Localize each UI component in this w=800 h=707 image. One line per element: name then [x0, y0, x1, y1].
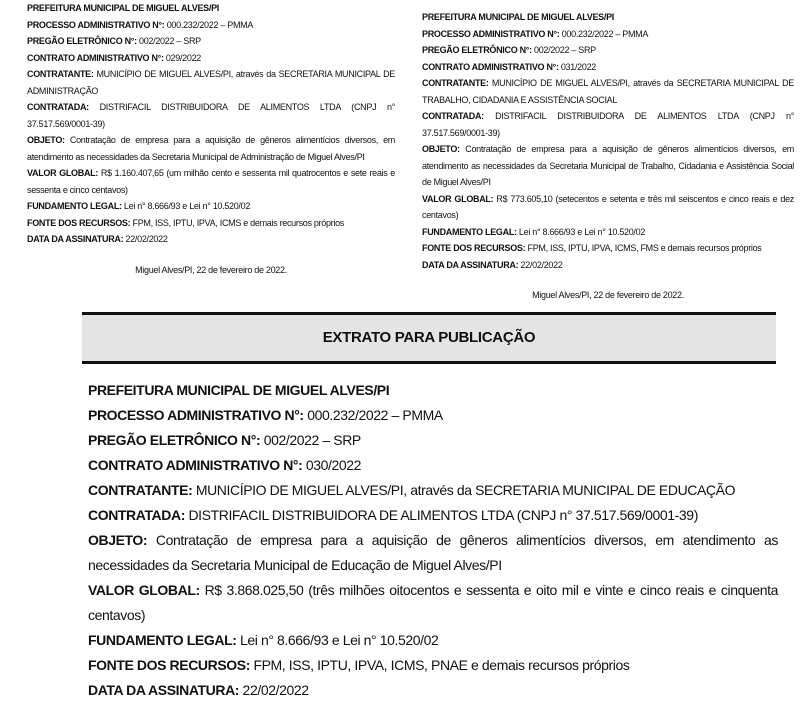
field-value: FPM, ISS, IPTU, IPVA, ICMS, FMS e demais recursos próprios [525, 243, 762, 253]
field-value: MUNICÍPIO DE MIGUEL ALVES/PI, através da SECRETARIA MUNICIPAL DE TRABALHO, CIDADANIA E ASSISTÊNCIA SOCIAL [422, 78, 794, 105]
field-label: VALOR GLOBAL: [88, 581, 200, 598]
doc-title: PREFEITURA MUNICIPAL DE MIGUEL ALVES/PI [88, 381, 390, 398]
publication-banner: EXTRATO PARA PUBLICAÇÃO [82, 312, 776, 364]
field-row [27, 17, 395, 34]
field-row [27, 132, 395, 165]
field-value: 002/2022 – SRP [260, 431, 361, 448]
field-value: 22/02/2022 [518, 259, 563, 270]
field-row [27, 99, 395, 132]
field-row [88, 628, 778, 653]
extract-contract-029 [27, 0, 395, 304]
field-value: 030/2022 [302, 456, 362, 473]
field-row [422, 240, 794, 257]
field-label: PREGÃO ELETRÔNICO N°: [88, 431, 261, 448]
field-row [88, 528, 778, 578]
field-value: 000.232/2022 – PMMA [303, 406, 443, 423]
field-row [88, 578, 778, 628]
field-value: Contratação de empresa para a aquisição de gêneros alimentícios diversos, em atendimento as necessidades da Secretaria Municipal de Educação de Miguel Alves/PI [88, 531, 778, 573]
field-row [422, 59, 794, 76]
field-value: FPM, ISS, IPTU, IPVA, ICMS, PNAE e demais recursos próprios [249, 656, 630, 673]
field-row [88, 678, 778, 703]
field-value: DISTRIFACIL DISTRIBUIDORA DE ALIMENTOS LTDA (CNPJ n° 37.517.569/0001-39) [184, 506, 698, 523]
field-label: FUNDAMENTO LEGAL: [422, 226, 517, 237]
top-extracts-row [0, 0, 800, 304]
field-row [88, 503, 778, 528]
field-label: CONTRATO ADMINISTRATIVO N°: [422, 61, 559, 72]
field-label: CONTRATADA: [27, 102, 89, 112]
field-label: FONTE DOS RECURSOS: [88, 656, 250, 673]
field-value: 002/2022 – SRP [136, 36, 201, 46]
field-label: PREGÃO ELETRÔNICO N°: [422, 45, 532, 55]
field-value: DISTRIFACIL DISTRIBUIDORA DE ALIMENTOS LTDA (CNPJ n° 37.517.569/0001-39) [422, 111, 794, 138]
field-label: CONTRATANTE: [27, 69, 94, 79]
field-value: 22/02/2022 [123, 234, 168, 244]
field-value: Contratação de empresa para a aquisição de gêneros alimentícios diversos, em atendimento as necessidades da Secretaria Municipal de Trabalho, Cidadania e Assistência Social de Miguel Alves/PI [422, 144, 794, 187]
field-row [27, 66, 395, 99]
field-row [422, 257, 794, 274]
field-label: CONTRATO ADMINISTRATIVO N°: [27, 52, 164, 63]
field-label: OBJETO: [88, 531, 148, 548]
field-value: R$ 1.160.407,65 (um milhão cento e sessenta mil quatrocentos e sete reais e sessenta e cinco centavos) [27, 168, 395, 195]
field-row [88, 453, 778, 478]
field-label: VALOR GLOBAL: [422, 193, 494, 204]
field-label: VALOR GLOBAL: [27, 168, 99, 178]
field-value: 029/2022 [163, 52, 201, 63]
field-value: R$ 773.605,10 (setecentos e setenta e três mil seiscentos e cinco reais e dez centavos) [422, 193, 794, 220]
field-value: 000.232/2022 – PMMA [559, 28, 649, 39]
doc-title: PREFEITURA MUNICIPAL DE MIGUEL ALVES/PI [422, 12, 614, 22]
field-label: PROCESSO ADMINISTRATIVO N°: [422, 28, 560, 39]
field-row [27, 33, 395, 50]
field-value: Lei n° 8.666/93 e Lei n° 10.520/02 [516, 226, 646, 237]
field-row [422, 191, 794, 224]
field-row [27, 215, 395, 232]
field-label: CONTRATADA: [88, 506, 185, 523]
field-row [27, 165, 395, 198]
field-label: CONTRATADA: [422, 111, 484, 121]
field-row [27, 50, 395, 67]
field-label: CONTRATANTE: [422, 78, 489, 88]
field-value: R$ 3.868.025,50 (três milhões oitocentos e sessenta e oito mil e vinte e cinco reais e cinquenta centavos) [88, 581, 779, 623]
field-label: OBJETO: [422, 144, 460, 154]
field-label: PROCESSO ADMINISTRATIVO N°: [27, 19, 165, 30]
field-row [88, 478, 778, 503]
field-label: DATA DA ASSINATURA: [88, 681, 240, 698]
field-value: MUNICÍPIO DE MIGUEL ALVES/PI, através da SECRETARIA MUNICIPAL DE EDUCAÇÃO [192, 481, 736, 498]
field-value: 031/2022 [558, 61, 596, 72]
place-date: Miguel Alves/PI, 22 de fevereiro de 2022. [135, 264, 287, 275]
field-label: FONTE DOS RECURSOS: [422, 243, 526, 253]
field-value: DISTRIFACIL DISTRIBUIDORA DE ALIMENTOS LTDA (CNPJ n° 37.517.569/0001-39) [27, 102, 395, 129]
field-row [27, 198, 395, 215]
field-row [422, 75, 794, 108]
field-row [88, 428, 778, 453]
field-label: DATA DA ASSINATURA: [422, 259, 519, 270]
doc-title: PREFEITURA MUNICIPAL DE MIGUEL ALVES/PI [27, 3, 219, 13]
field-value: 000.232/2022 – PMMA [164, 19, 254, 30]
field-label: PREGÃO ELETRÔNICO N°: [27, 36, 137, 46]
field-value: Lei n° 8.666/93 e Lei n° 10.520/02 [236, 631, 439, 648]
field-row [27, 231, 395, 248]
extract-contract-030 [88, 378, 778, 707]
field-label: DATA DA ASSINATURA: [27, 234, 124, 244]
place-date: Miguel Alves/PI, 22 de fevereiro de 2022. [532, 290, 684, 300]
field-value: 002/2022 – SRP [531, 45, 596, 55]
field-value: Contratação de empresa para a aquisição de gêneros alimentícios diversos, em atendimento as necessidades da Secretaria Municipal de Administração de Miguel Alves/PI [27, 135, 395, 162]
field-label: FUNDAMENTO LEGAL: [27, 201, 122, 211]
field-label: FUNDAMENTO LEGAL: [88, 631, 237, 648]
field-label: FONTE DOS RECURSOS: [27, 217, 131, 228]
field-value: MUNICÍPIO DE MIGUEL ALVES/PI, através da SECRETARIA MUNICIPAL DE ADMINISTRAÇÃO [27, 69, 395, 96]
field-label: OBJETO: [27, 135, 65, 145]
field-label: CONTRATO ADMINISTRATIVO N°: [88, 456, 303, 473]
field-row [422, 141, 794, 191]
field-label: CONTRATANTE: [88, 481, 193, 498]
field-row [422, 42, 794, 59]
field-value: Lei n° 8.666/93 e Lei n° 10.520/02 [121, 201, 251, 211]
field-row [422, 108, 794, 141]
field-row [88, 403, 778, 428]
field-value: 22/02/2022 [239, 681, 309, 698]
field-row [422, 26, 794, 43]
extract-contract-031 [422, 0, 794, 304]
field-value: FPM, ISS, IPTU, IPVA, ICMS e demais recursos próprios [130, 217, 345, 228]
field-label: PROCESSO ADMINISTRATIVO N°: [88, 406, 304, 423]
field-row [88, 653, 778, 678]
field-row [422, 224, 794, 241]
